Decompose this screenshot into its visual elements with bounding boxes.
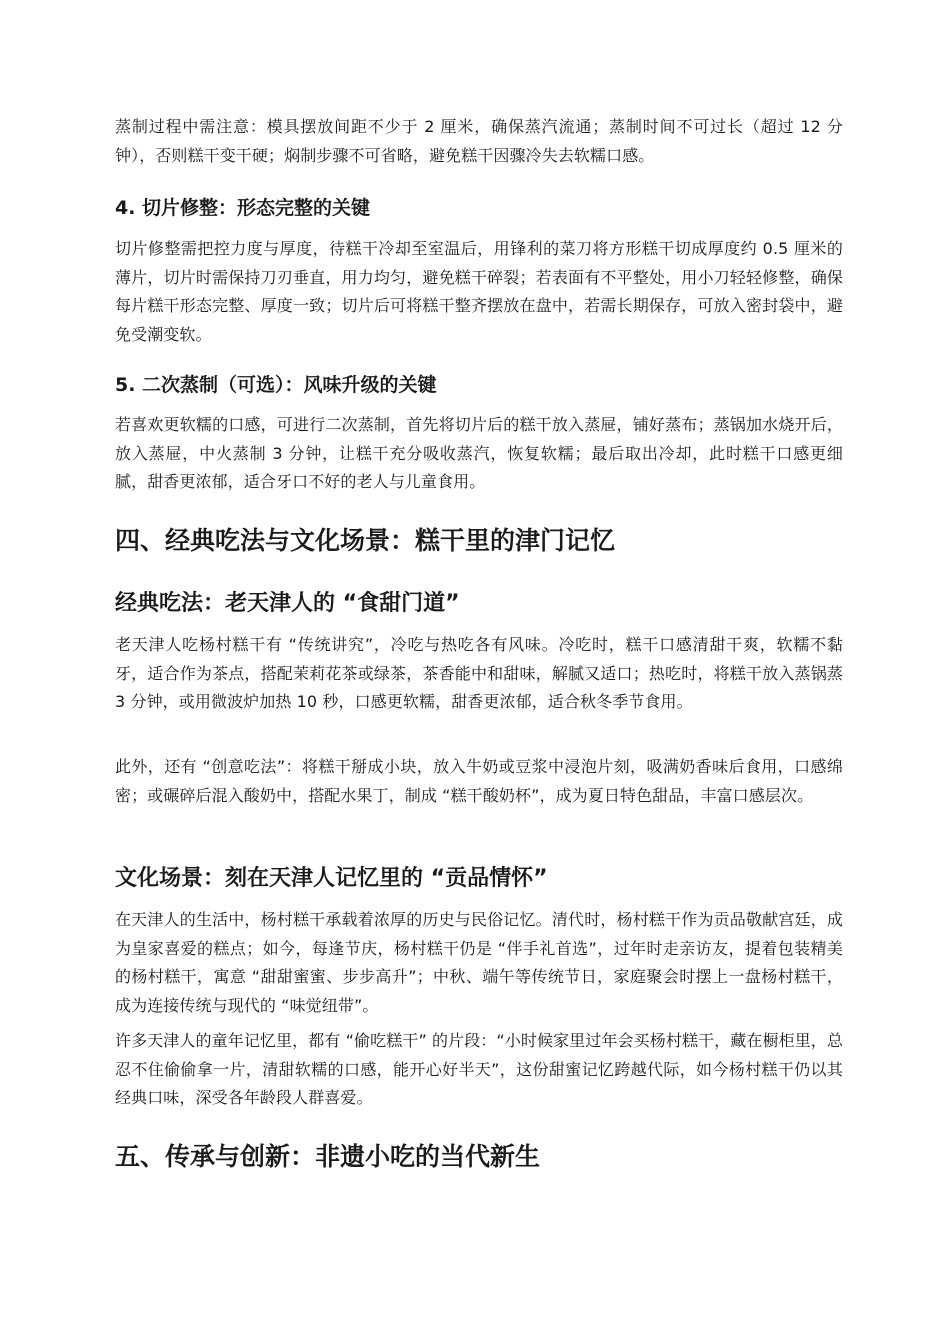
culture-paragraph-1: 在天津人的生活中，杨村糕干承载着浓厚的历史与民俗记忆。清代时，杨村糕干作为贡品敬献宫廷，成为皇家喜爱的糕点；如今，每逢节庆，杨村糕干仍是 “伴手礼首选”，过年时走亲访友，提着包装精美的杨村糕干，寓意 “甜甜蜜蜜、步步高升”；中秋、端午等传统节日，家庭聚会时摆上一盘杨村糕干，成为连接传统与现代的 “味觉纽带”。 (115, 910, 843, 1015)
section5-heading: 五、传承与创新：非遗小吃的当代新生 (115, 1142, 541, 1171)
step4-paragraph: 切片修整需把控力度与厚度，待糕干冷却至室温后，用锋利的菜刀将方形糕干切成厚度约 0.5 厘米的薄片，切片时需保持刀刃垂直，用力均匀，避免糕干碎裂；若表面有不平整处，用小刀轻轻修整，确保每片糕干形态完整、厚度一致；切片后可将糕干整齐摆放在盘中，若需长期保存，可放入密封袋中，避免受潮变软。 (115, 239, 843, 344)
classic-paragraph-1: 老天津人吃杨村糕干有 “传统讲究”，冷吃与热吃各有风味。冷吃时，糕干口感清甜干爽，软糯不黏牙，适合作为茶点，搭配茉莉花茶或绿茶，茶香能中和甜味，解腻又适口；热吃时，将糕干放入蒸锅蒸 3 分钟，或用微波炉加热 10 秒，口感更软糯，甜香更浓郁，适合秋冬季节食用。 (115, 635, 843, 711)
culture-heading: 文化场景：刻在天津人记忆里的 “贡品情怀” (115, 866, 548, 891)
step4-heading: 4. 切片修整：形态完整的关键 (115, 197, 371, 219)
classic-heading: 经典吃法：老天津人的 “食甜门道” (115, 591, 460, 616)
section4-heading: 四、经典吃法与文化场景：糕干里的津门记忆 (115, 526, 616, 555)
step5-paragraph: 若喜欢更软糯的口感，可进行二次蒸制，首先将切片后的糕干放入蒸屉，铺好蒸布；蒸锅加水烧开后，放入蒸屉，中火蒸制 3 分钟，让糕干充分吸收蒸汽，恢复软糯；最后取出冷却，此时糕干口感更细腻，甜香更浓郁，适合牙口不好的老人与儿童食用。 (115, 415, 843, 491)
intro-paragraph: 蒸制过程中需注意：模具摆放间距不少于 2 厘米，确保蒸汽流通；蒸制时间不可过长（超过 12 分钟），否则糕干变干硬；焖制步骤不可省略，避免糕干因骤冷失去软糯口感。 (115, 117, 843, 165)
classic-paragraph-2: 此外，还有 “创意吃法”：将糕干掰成小块，放入牛奶或豆浆中浸泡片刻，吸满奶香味后食用，口感绵密；或碾碎后混入酸奶中，搭配水果丁，制成 “糕干酸奶杯”，成为夏日特色甜品，丰富口感层次。 (115, 757, 843, 805)
step5-heading: 5. 二次蒸制（可选）：风味升级的关键 (115, 374, 437, 396)
culture-paragraph-2: 许多天津人的童年记忆里，都有 “偷吃糕干” 的片段：“小时候家里过年会买杨村糕干，藏在橱柜里，总忍不住偷偷拿一片，清甜软糯的口感，能开心好半天”，这份甜蜜记忆跨越代际，如今杨村糕干仍以其经典口味，深受各年龄段人群喜爱。 (115, 1031, 843, 1107)
